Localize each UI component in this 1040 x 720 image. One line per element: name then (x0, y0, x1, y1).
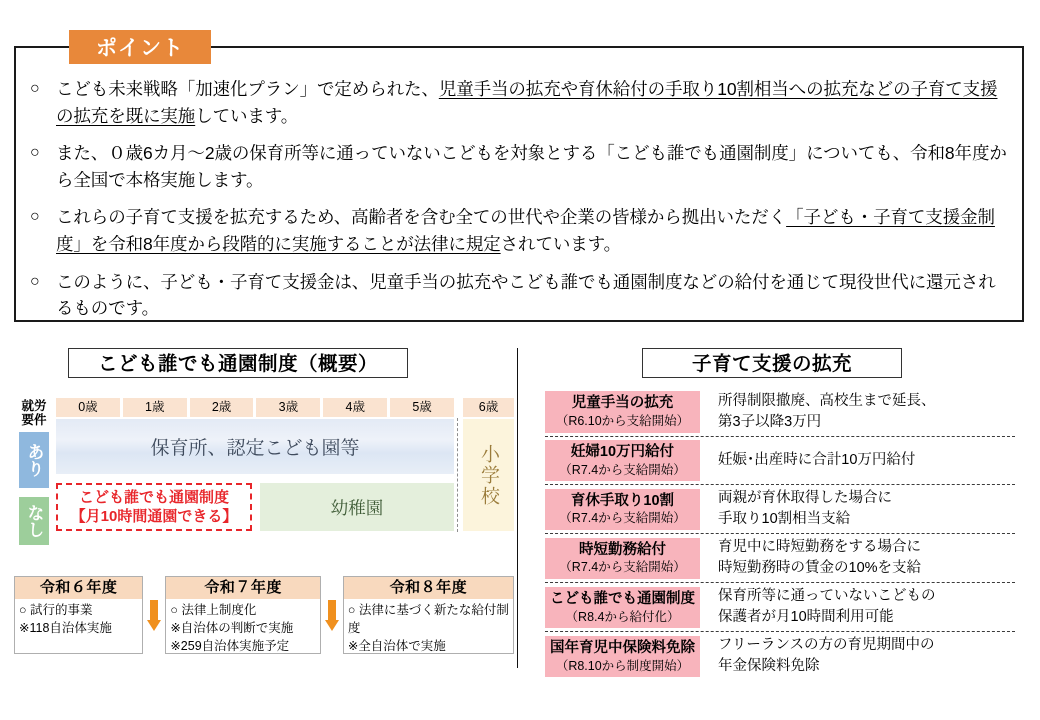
age-grid (14, 398, 514, 538)
timeline-line: ※自治体の判断で実施 (170, 620, 294, 635)
benefit-row (545, 534, 1015, 583)
point-text-plain: このように、子ども・子育て支援金は、児童手当の拡充やこども誰でも通園制度などの給付を通じて現役世代に還元されるものです。 (56, 271, 996, 319)
work-requirement-header-line1: 就労 (21, 399, 47, 413)
benefit-label (545, 489, 700, 530)
right-panel (517, 340, 1040, 720)
point-text (56, 204, 1008, 257)
benefit-label (545, 440, 700, 481)
benefit-description-line: 手取り10割相当支給 (718, 511, 851, 528)
point-bullet-marker: ○ (30, 144, 40, 162)
benefit-description-line: 育児中に時短勤務をする場合に (718, 539, 921, 556)
timeline-line: ※全自治体で実施 (347, 638, 446, 653)
point-text-plain: しています。 (195, 105, 299, 126)
timeline-year-header: 令和６年度 (15, 577, 142, 599)
point-text (56, 269, 1008, 322)
benefit-label (545, 391, 700, 432)
timeline-box (165, 576, 320, 654)
timeline-line: ○ 法律に基づく新たな給付制度 (347, 603, 509, 635)
point-text (56, 76, 1008, 129)
age-cell-3: 3歳 (256, 398, 320, 417)
points-list (14, 60, 1024, 333)
benefit-description-line: 第3子以降3万円 (718, 414, 822, 431)
benefit-description-line: 年金保険料免除 (718, 658, 820, 675)
point-text (56, 140, 1008, 193)
timeline-line: ※118自治体実施 (19, 620, 112, 635)
point-bullet-marker: ○ (30, 272, 40, 290)
benefit-name: 育休手取り10割 (570, 492, 675, 509)
point-bullet-marker: ○ (30, 208, 40, 226)
age-cell-2: 2歳 (190, 398, 254, 417)
timeline-year-header: 令和７年度 (166, 577, 319, 599)
benefit-name: 児童手当の拡充 (571, 395, 674, 412)
benefit-row (545, 388, 1015, 437)
age-cell-4: 4歳 (323, 398, 387, 417)
benefit-description (700, 586, 1015, 628)
age-grid-body (56, 398, 514, 525)
benefit-timing: （R7.4から支給開始） (559, 511, 686, 526)
benefit-row (545, 437, 1015, 485)
timeline-body (166, 599, 319, 655)
points-tab-label: ポイント (69, 30, 211, 64)
timeline-arrow-icon (321, 576, 343, 654)
benefit-name: 妊婦10万円給付 (570, 444, 675, 461)
timeline-body (344, 599, 513, 655)
benefit-description-line: フリーランスの方の育児期間中の (718, 637, 935, 654)
benefit-row (545, 632, 1015, 680)
work-requirement-header-line2: 要件 (21, 413, 47, 428)
school-divider-line (457, 418, 458, 532)
benefit-timing: （R8.4から給付化） (565, 609, 680, 624)
timeline-box (14, 576, 143, 654)
benefit-row (545, 485, 1015, 534)
timeline-line: ※259自治体実施予定 (170, 638, 290, 653)
timeline-year-header: 令和８年度 (344, 577, 513, 599)
work-requirement-column (14, 398, 54, 538)
elementary-school-column: 小学校 (463, 419, 514, 531)
point-bullet-marker: ○ (30, 80, 40, 97)
benefit-description (700, 537, 1015, 579)
benefit-timing: （R6.10から支給開始） (555, 414, 690, 429)
work-requirement-yes: あり (19, 432, 49, 488)
nursery-band: 保育所、認定こども園等 (56, 419, 454, 474)
age-cell-0: 0歳 (56, 398, 120, 417)
benefit-description-line: 時短勤務時の賃金の10%を支給 (718, 560, 922, 577)
benefit-description (700, 450, 1015, 471)
benefit-description-line: 所得制限撤廃、高校生まで延長、 (718, 393, 936, 409)
zenin-program-line2: 【月10時間通園できる】 (70, 508, 238, 525)
benefit-label (545, 636, 700, 677)
zenin-program-box (56, 483, 252, 531)
work-requirement-header (14, 398, 54, 428)
benefit-description-line: 妊娠･出産時に合計10万円給付 (718, 452, 916, 469)
fiscal-year-timeline (14, 576, 514, 654)
timeline-arrow-icon (143, 576, 165, 654)
benefit-row (545, 583, 1015, 632)
point-text-plain: こども未来戦略「加速化プラン」で定められた、 (56, 79, 439, 99)
benefit-name: 時短勤務給付 (579, 541, 666, 558)
left-panel (0, 340, 517, 720)
benefit-label (545, 538, 700, 579)
point-item (30, 204, 1008, 257)
work-requirement-no: なし (19, 497, 49, 545)
benefit-description-line: 保育所等に通っていないこどもの (718, 588, 936, 605)
kindergarten-box: 幼稚園 (260, 483, 454, 531)
benefit-description-line: 両親が育休取得した場合に (718, 490, 892, 507)
benefit-label (545, 587, 700, 628)
benefit-description-line: 保護者が月10時間利用可能 (718, 609, 894, 626)
timeline-line: ○ 法律上制度化 (170, 603, 257, 617)
point-text-underlined: 「子ども・子育て支援金制度」を令和8年度から段階的に実施することが法律に規定 (56, 207, 995, 254)
point-item (30, 140, 1008, 193)
point-item (30, 76, 1008, 129)
point-text-underlined: 児童手当の拡充や育休給付の手取り10割相当への拡充などの子育て支援の拡充を既に実施 (56, 79, 998, 126)
benefit-timing: （R7.4から支給開始） (559, 560, 686, 575)
right-panel-title: 子育て支援の拡充 (642, 348, 902, 378)
zenin-program-line1: こども誰でも通園制度 (78, 488, 229, 506)
age-cell-1: 1歳 (123, 398, 187, 417)
benefit-description (700, 488, 1015, 530)
point-text-plain: されています。 (500, 233, 622, 254)
point-text-plain: また、０歳6カ月～2歳の保育所等に通っていないこどもを対象とする「こども誰でも通園制度」についても、令和8年度から全国で本格実施します。 (56, 143, 1007, 190)
timeline-line: ○ 試行的事業 (19, 603, 93, 617)
age-header-row (56, 398, 454, 417)
benefit-timing: （R7.4から支給開始） (559, 462, 686, 477)
benefit-description (700, 391, 1015, 433)
benefit-name: こども誰でも通園制度 (550, 590, 695, 607)
age-cell-5: 5歳 (390, 398, 454, 417)
age-cell-6: 6歳 (463, 398, 514, 417)
timeline-box (343, 576, 514, 654)
benefit-timing: （R8.10から制度開始） (555, 658, 690, 673)
point-text-plain: これらの子育て支援を拡充するため、高齢者を含む全ての世代や企業の皆様から拠出いただく (56, 207, 787, 228)
benefit-list (545, 388, 1015, 680)
benefit-description (700, 635, 1015, 677)
timeline-body (15, 599, 142, 638)
left-panel-title: こども誰でも通園制度（概要） (68, 348, 408, 378)
benefit-name: 国年育児中保険料免除 (550, 639, 695, 656)
point-item (30, 269, 1008, 322)
